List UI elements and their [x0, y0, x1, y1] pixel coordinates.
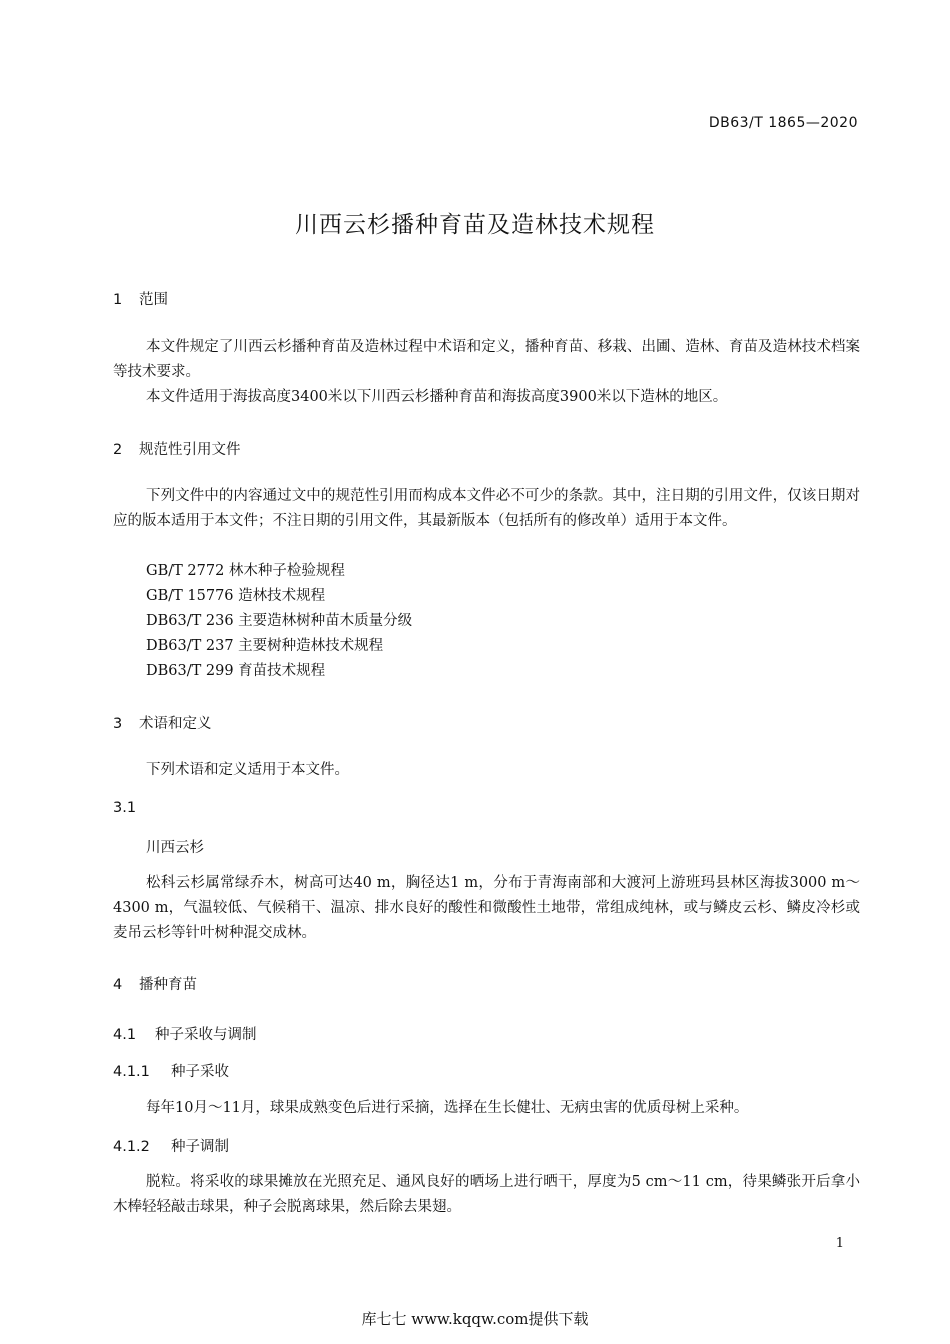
reference-item: GB/T 2772 林木种子检验规程 [146, 563, 345, 579]
section-number: 1 [113, 292, 123, 308]
reference-item: GB/T 15776 造林技术规程 [146, 588, 326, 604]
section-number: 2 [113, 442, 123, 458]
scope-paragraph-2: 本文件适用于海拔高度3400米以下川西云杉播种育苗和海拔高度3900米以下造林的地区。 [146, 389, 728, 405]
section-4-heading [113, 973, 197, 994]
references-intro: 下列文件中的内容通过文中的规范性引用而构成本文件必不可少的条款。其中，注日期的引用文件，仅该日期对应的版本适用于本文件；不注日期的引用文件，其最新版本（包括所有的修改单）适用于本文件。 [113, 488, 860, 529]
term-definition: 松科云杉属常绿乔木，树高可达40 m，胸径达1 m，分布于青海南部和大渡河上游班玛县林区海拔3000 m～4300 m，气温较低、气候稍干、温凉、排水良好的酸性和微酸性土地带，常组成纯林，或与鳞皮云杉、鳞皮冷杉或麦吊云杉等针叶树种混交成林。 [113, 875, 860, 941]
section-4-1-heading [113, 1023, 257, 1044]
seed-collection-text: 每年10月～11月，球果成熟变色后进行采摘，选择在生长健壮、无病虫害的优质母树上采种。 [146, 1100, 749, 1116]
download-footer: 库七七 www.kqqw.com提供下载 [361, 1310, 589, 1328]
term-name: 川西云杉 [146, 840, 204, 856]
seed-processing-text: 脱粒。将采收的球果摊放在光照充足、通风良好的晒场上进行晒干，厚度为5 cm～11 cm，待果鳞张开后拿小木棒轻轻敲击球果，种子会脱离球果，然后除去果翅。 [113, 1174, 860, 1215]
terms-intro: 下列术语和定义适用于本文件。 [146, 762, 349, 778]
section-number: 4.1.2 [113, 1139, 150, 1155]
section-title: 种子采收 [171, 1064, 229, 1080]
section-title: 播种育苗 [139, 977, 197, 993]
term-number: 3.1 [113, 800, 137, 816]
reference-item: DB63/T 237 主要树种造林技术规程 [146, 638, 384, 654]
section-title: 术语和定义 [139, 716, 212, 732]
section-number: 3 [113, 716, 123, 732]
scope-paragraph-1: 本文件规定了川西云杉播种育苗及造林过程中术语和定义，播种育苗、移栽、出圃、造林、育苗及造林技术档案等技术要求。 [113, 339, 860, 380]
section-number: 4 [113, 977, 123, 993]
section-title: 规范性引用文件 [139, 442, 241, 458]
section-title: 种子采收与调制 [155, 1027, 257, 1043]
section-title: 种子调制 [171, 1139, 229, 1155]
document-title: 川西云杉播种育苗及造林技术规程 [295, 212, 655, 238]
standard-code: DB63/T 1865—2020 [708, 115, 858, 131]
section-number: 4.1 [113, 1027, 137, 1043]
reference-item: DB63/T 236 主要造林树种苗木质量分级 [146, 613, 413, 629]
section-4-1-1-heading [113, 1060, 229, 1081]
section-4-1-2-heading [113, 1135, 229, 1156]
section-1-heading [113, 288, 168, 309]
section-3-heading [113, 712, 212, 733]
section-title: 范围 [139, 292, 168, 308]
section-number: 4.1.1 [113, 1064, 150, 1080]
reference-item: DB63/T 299 育苗技术规程 [146, 663, 326, 679]
section-2-heading [113, 438, 241, 459]
page-number: 1 [835, 1236, 844, 1251]
